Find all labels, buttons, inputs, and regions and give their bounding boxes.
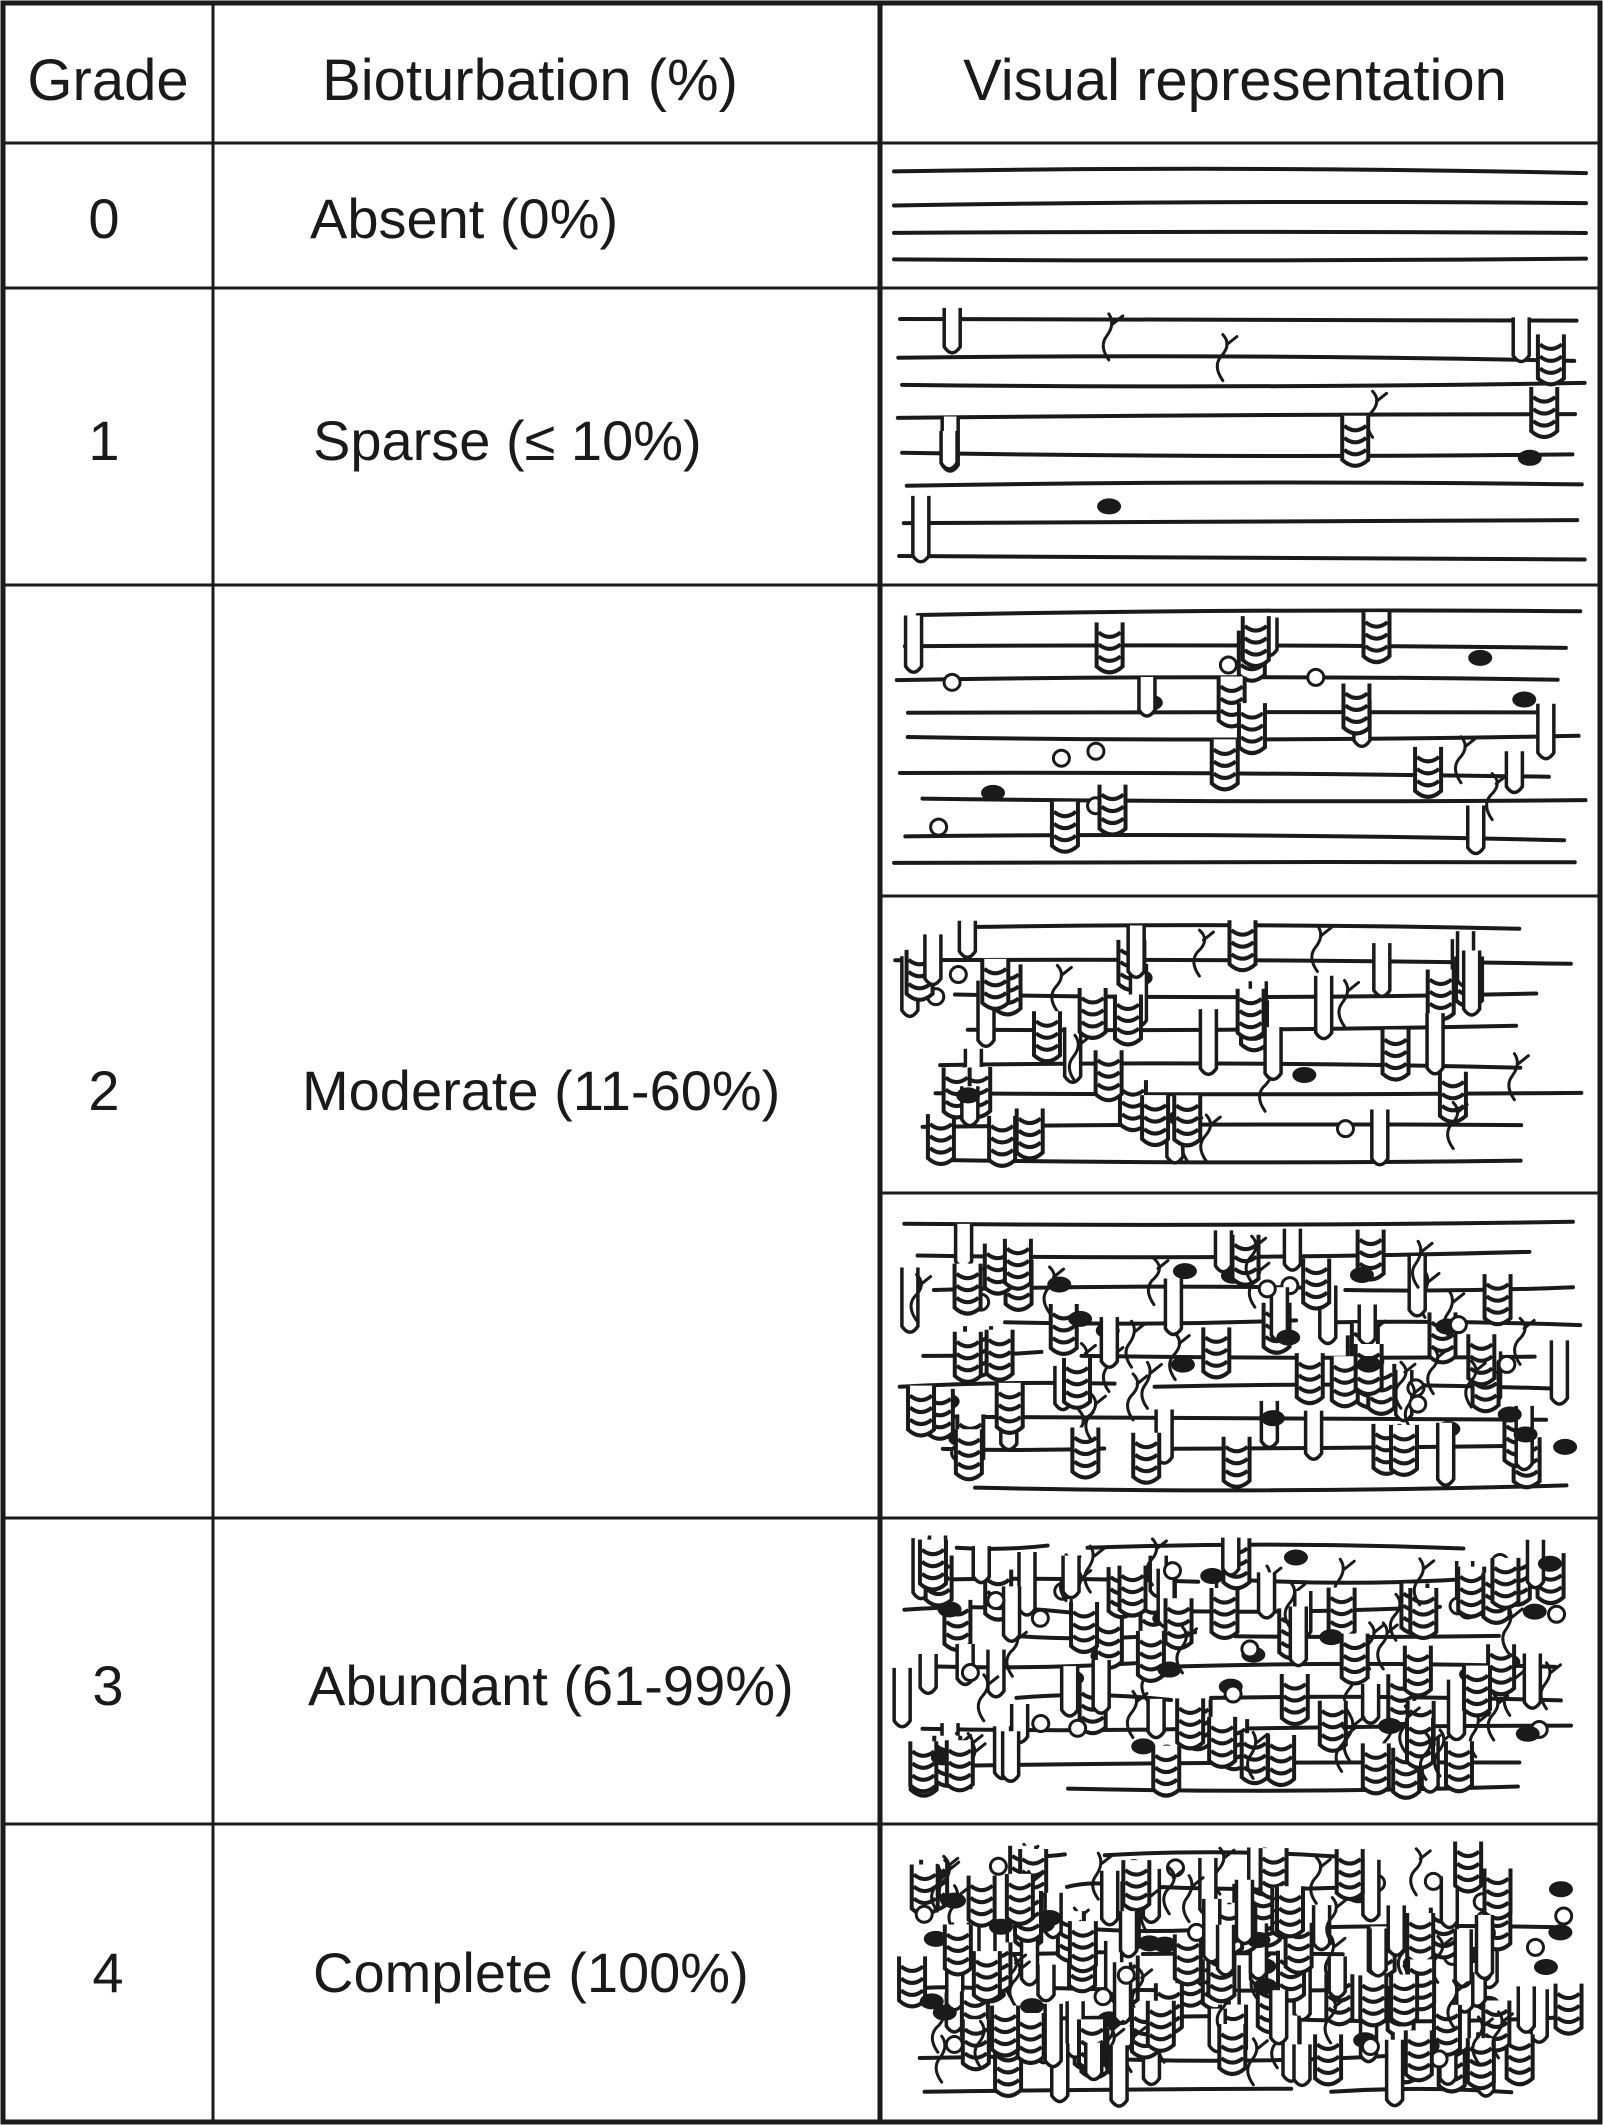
u-burrow-icon bbox=[1004, 1586, 1020, 1641]
u-burrow-icon bbox=[956, 1224, 972, 1268]
meniscus-burrow-icon bbox=[1455, 1842, 1481, 1892]
meniscus-burrow-icon bbox=[1051, 1304, 1077, 1354]
meniscus-burrow-icon bbox=[1342, 1634, 1368, 1684]
meniscus-burrow-icon bbox=[982, 959, 1008, 1009]
u-burrow-icon bbox=[1468, 806, 1484, 854]
meniscus-burrow-icon bbox=[955, 1264, 981, 1314]
u-burrow-icon bbox=[959, 921, 975, 958]
meniscus-burrow-icon bbox=[1315, 2034, 1341, 2084]
u-burrow-icon bbox=[1363, 1860, 1379, 1921]
open-pellet-icon bbox=[1337, 1121, 1353, 1137]
meniscus-burrow-icon bbox=[1428, 970, 1454, 1020]
pellet-icon bbox=[1261, 1410, 1285, 1426]
pellet-icon bbox=[1516, 1726, 1540, 1742]
pellet-icon bbox=[1292, 1067, 1316, 1083]
meniscus-burrow-icon bbox=[1007, 1874, 1033, 1924]
meniscus-burrow-icon bbox=[1018, 2013, 1044, 2063]
meniscus-burrow-icon bbox=[1211, 1588, 1237, 1638]
u-burrow-icon bbox=[1128, 925, 1144, 977]
meniscus-burrow-icon bbox=[1268, 1735, 1294, 1785]
open-pellet-icon bbox=[931, 819, 947, 835]
meniscus-burrow-icon bbox=[1407, 1913, 1433, 1963]
u-burrow-icon bbox=[1259, 1572, 1275, 1618]
meniscus-burrow-icon bbox=[1538, 334, 1564, 384]
meniscus-burrow-icon bbox=[1096, 1050, 1122, 1100]
bioturbation-cell-3: Abundant (61-99%) bbox=[308, 1654, 794, 1717]
bioturbation-cell-1: Sparse (≤ 10%) bbox=[313, 409, 702, 472]
meniscus-burrow-icon bbox=[1458, 1567, 1484, 1617]
open-pellet-icon bbox=[1220, 657, 1236, 673]
open-pellet-icon bbox=[1164, 1563, 1180, 1579]
u-burrow-icon bbox=[1063, 1556, 1079, 1598]
meniscus-burrow-icon bbox=[1383, 1030, 1409, 1080]
u-burrow-icon bbox=[1306, 1411, 1322, 1460]
meniscus-burrow-icon bbox=[1282, 1674, 1308, 1724]
header-grade: Grade bbox=[27, 48, 189, 113]
u-burrow-icon bbox=[941, 431, 957, 469]
u-burrow-icon bbox=[1102, 1871, 1118, 1925]
u-burrow-icon bbox=[1086, 2043, 1102, 2080]
open-pellet-icon bbox=[990, 1858, 1006, 1874]
u-burrow-icon bbox=[920, 1654, 936, 1693]
open-pellet-icon bbox=[1425, 1873, 1441, 1889]
meniscus-burrow-icon bbox=[1468, 1334, 1494, 1384]
u-burrow-icon bbox=[1506, 751, 1522, 792]
meniscus-burrow-icon bbox=[1219, 2024, 1245, 2074]
open-pellet-icon bbox=[1053, 750, 1069, 766]
u-burrow-icon bbox=[1271, 1990, 1287, 2043]
meniscus-burrow-icon bbox=[1485, 1274, 1511, 1324]
meniscus-burrow-icon bbox=[1070, 1921, 1096, 1971]
lamination-line bbox=[894, 259, 1586, 261]
u-burrow-icon bbox=[1223, 1538, 1239, 1575]
u-burrow-icon bbox=[973, 1546, 989, 1583]
meniscus-burrow-icon bbox=[920, 1540, 946, 1590]
meniscus-burrow-icon bbox=[1142, 1095, 1168, 1145]
u-burrow-icon bbox=[1538, 704, 1554, 759]
meniscus-burrow-icon bbox=[1337, 1849, 1363, 1899]
u-burrow-icon bbox=[1455, 1929, 1471, 1986]
u-burrow-icon bbox=[1387, 2040, 1403, 2106]
u-burrow-icon bbox=[913, 496, 929, 562]
meniscus-burrow-icon bbox=[1052, 802, 1078, 852]
pellet-icon bbox=[1512, 692, 1536, 708]
pellet-icon bbox=[1378, 1718, 1402, 1734]
u-burrow-icon bbox=[1215, 1230, 1231, 1271]
u-burrow-icon bbox=[1101, 1317, 1117, 1367]
open-pellet-icon bbox=[1225, 1686, 1241, 1702]
pellet-icon bbox=[1068, 1311, 1092, 1327]
meniscus-burrow-icon bbox=[955, 1332, 981, 1382]
u-burrow-icon bbox=[1062, 1666, 1078, 1716]
u-burrow-icon bbox=[1464, 951, 1480, 1015]
u-burrow-icon bbox=[1284, 1229, 1300, 1270]
meniscus-burrow-icon bbox=[1492, 1558, 1518, 1608]
pellet-icon bbox=[1284, 1549, 1308, 1565]
meniscus-burrow-icon bbox=[1531, 387, 1557, 437]
meniscus-burrow-icon bbox=[1440, 1072, 1466, 1122]
open-pellet-icon bbox=[1070, 1720, 1086, 1736]
open-pellet-icon bbox=[950, 967, 966, 983]
open-pellet-icon bbox=[1118, 1967, 1134, 1983]
u-burrow-icon bbox=[1165, 1279, 1181, 1335]
meniscus-burrow-icon bbox=[1064, 1358, 1090, 1408]
meniscus-burrow-icon bbox=[1363, 612, 1389, 662]
pellet-icon bbox=[1549, 1881, 1573, 1897]
u-burrow-icon bbox=[1316, 976, 1332, 1039]
open-pellet-icon bbox=[962, 1665, 978, 1681]
meniscus-burrow-icon bbox=[1391, 1975, 1417, 2025]
meniscus-burrow-icon bbox=[1224, 1437, 1250, 1487]
u-burrow-icon bbox=[1265, 1027, 1281, 1079]
meniscus-burrow-icon bbox=[947, 1740, 973, 1790]
pellet-icon bbox=[1548, 1924, 1572, 1940]
pellet-icon bbox=[1173, 1263, 1197, 1279]
meniscus-burrow-icon bbox=[1406, 2030, 1432, 2080]
pellet-icon bbox=[981, 785, 1005, 801]
meniscus-burrow-icon bbox=[1556, 1984, 1582, 2034]
u-burrow-icon bbox=[1513, 317, 1529, 361]
meniscus-burrow-icon bbox=[1342, 416, 1368, 466]
u-burrow-icon bbox=[1388, 1905, 1404, 1955]
u-burrow-icon bbox=[1111, 2045, 1127, 2106]
meniscus-burrow-icon bbox=[910, 1741, 936, 1791]
pellet-icon bbox=[1518, 450, 1542, 466]
meniscus-burrow-icon bbox=[1212, 739, 1238, 789]
u-burrow-icon bbox=[1003, 1731, 1019, 1781]
u-burrow-icon bbox=[1438, 1423, 1454, 1485]
meniscus-burrow-icon bbox=[928, 1114, 954, 1164]
meniscus-burrow-icon bbox=[1360, 1975, 1386, 2025]
meniscus-burrow-icon bbox=[1153, 1746, 1179, 1796]
bioturbation-cell-4: Complete (100%) bbox=[313, 1941, 749, 2004]
pellet-icon bbox=[1538, 1556, 1562, 1572]
grade-cell-4: 4 bbox=[92, 1941, 124, 2004]
meniscus-burrow-icon bbox=[1464, 1666, 1490, 1716]
meniscus-burrow-icon bbox=[1209, 1717, 1235, 1767]
meniscus-burrow-icon bbox=[1303, 1259, 1329, 1309]
lamination-line bbox=[894, 232, 1586, 233]
u-burrow-icon bbox=[1294, 2044, 1310, 2085]
open-pellet-icon bbox=[946, 2036, 962, 2052]
u-burrow-icon bbox=[894, 1668, 910, 1727]
u-burrow-icon bbox=[988, 1650, 1004, 1697]
meniscus-burrow-icon bbox=[1446, 1741, 1472, 1791]
grade-cell-2: 2 bbox=[88, 1059, 120, 1122]
u-burrow-icon bbox=[925, 934, 941, 984]
meniscus-burrow-icon bbox=[1391, 1425, 1417, 1475]
open-pellet-icon bbox=[988, 1592, 1004, 1608]
bioturbation-cell-0: Absent (0%) bbox=[310, 187, 619, 250]
u-burrow-icon bbox=[1370, 1928, 1386, 1975]
pellet-icon bbox=[920, 1993, 944, 2009]
u-burrow-icon bbox=[1476, 1915, 1492, 1978]
pellet-icon bbox=[1171, 1357, 1195, 1373]
meniscus-burrow-icon bbox=[987, 1330, 1013, 1380]
u-burrow-icon bbox=[1359, 1304, 1375, 1344]
meniscus-burrow-icon bbox=[989, 1116, 1015, 1166]
meniscus-burrow-icon bbox=[1071, 1602, 1097, 1652]
pellet-icon bbox=[1468, 650, 1492, 666]
pellet-icon bbox=[1514, 1426, 1538, 1442]
meniscus-burrow-icon bbox=[1175, 1934, 1201, 1984]
open-pellet-icon bbox=[1242, 1641, 1258, 1657]
meniscus-burrow-icon bbox=[1100, 785, 1126, 835]
meniscus-burrow-icon bbox=[1277, 1886, 1303, 1936]
open-pellet-icon bbox=[1410, 1396, 1426, 1412]
u-burrow-icon bbox=[1524, 1653, 1540, 1708]
open-pellet-icon bbox=[1527, 1939, 1543, 1955]
meniscus-burrow-icon bbox=[908, 1386, 934, 1436]
u-burrow-icon bbox=[1290, 1606, 1306, 1665]
meniscus-burrow-icon bbox=[1485, 1869, 1511, 1919]
header-visual-representation: Visual representation bbox=[963, 48, 1507, 113]
lamination-line bbox=[948, 1160, 1520, 1162]
meniscus-burrow-icon bbox=[1243, 616, 1269, 666]
meniscus-burrow-icon bbox=[1119, 1566, 1145, 1616]
pellet-icon bbox=[938, 1601, 962, 1617]
meniscus-burrow-icon bbox=[1488, 1644, 1514, 1694]
u-burrow-icon bbox=[1148, 1699, 1164, 1738]
meniscus-burrow-icon bbox=[969, 1876, 995, 1926]
pellet-icon bbox=[1276, 1330, 1300, 1346]
open-pellet-icon bbox=[1308, 669, 1324, 685]
open-pellet-icon bbox=[1362, 2039, 1378, 2055]
meniscus-burrow-icon bbox=[1363, 1743, 1389, 1793]
u-burrow-icon bbox=[1218, 1925, 1234, 1975]
meniscus-burrow-icon bbox=[956, 1429, 982, 1479]
u-burrow-icon bbox=[902, 1268, 918, 1333]
open-pellet-icon bbox=[1032, 1610, 1048, 1626]
u-burrow-icon bbox=[1019, 1552, 1035, 1615]
open-pellet-icon bbox=[1499, 1356, 1515, 1372]
pellet-icon bbox=[1534, 1959, 1558, 1975]
u-burrow-icon bbox=[1200, 1009, 1216, 1074]
open-pellet-icon bbox=[916, 1906, 932, 1922]
u-burrow-icon bbox=[944, 308, 960, 353]
u-burrow-icon bbox=[1045, 2004, 1061, 2067]
meniscus-burrow-icon bbox=[1297, 1353, 1323, 1403]
open-pellet-icon bbox=[1259, 1281, 1275, 1297]
meniscus-burrow-icon bbox=[997, 1383, 1023, 1433]
meniscus-burrow-icon bbox=[1133, 1433, 1159, 1483]
u-burrow-icon bbox=[1093, 1660, 1109, 1713]
meniscus-burrow-icon bbox=[1123, 1860, 1149, 1910]
pellet-icon bbox=[1200, 1568, 1224, 1584]
open-pellet-icon bbox=[1033, 1716, 1049, 1732]
meniscus-burrow-icon bbox=[1229, 920, 1255, 970]
meniscus-burrow-icon bbox=[1343, 683, 1369, 733]
meniscus-burrow-icon bbox=[1017, 1109, 1043, 1159]
open-pellet-icon bbox=[1450, 1317, 1466, 1333]
meniscus-burrow-icon bbox=[945, 1924, 971, 1974]
meniscus-burrow-icon bbox=[1097, 622, 1123, 672]
grade-cell-3: 3 bbox=[92, 1654, 124, 1717]
grade-cell-0: 0 bbox=[88, 187, 120, 250]
u-burrow-icon bbox=[1551, 1340, 1567, 1404]
u-burrow-icon bbox=[1139, 677, 1155, 716]
lamination-line bbox=[900, 319, 1577, 321]
open-pellet-icon bbox=[1556, 1908, 1572, 1924]
meniscus-burrow-icon bbox=[1034, 1011, 1060, 1061]
meniscus-burrow-icon bbox=[1405, 1646, 1431, 1696]
pellet-icon bbox=[1553, 1439, 1577, 1455]
meniscus-burrow-icon bbox=[1080, 988, 1106, 1038]
lamination-line bbox=[894, 862, 1575, 863]
u-burrow-icon bbox=[906, 615, 922, 672]
meniscus-burrow-icon bbox=[1238, 989, 1264, 1039]
meniscus-burrow-icon bbox=[1166, 1598, 1192, 1648]
u-burrow-icon bbox=[1518, 1986, 1534, 2032]
grade-cell-1: 1 bbox=[88, 409, 120, 472]
meniscus-burrow-icon bbox=[1174, 1095, 1200, 1145]
u-burrow-icon bbox=[1236, 1880, 1252, 1944]
u-burrow-icon bbox=[1065, 1027, 1081, 1082]
u-burrow-icon bbox=[1329, 1956, 1345, 1997]
open-pellet-icon bbox=[1549, 1606, 1565, 1622]
pellet-icon bbox=[1523, 1604, 1547, 1620]
meniscus-burrow-icon bbox=[1005, 1239, 1031, 1289]
pellet-icon bbox=[1153, 1937, 1177, 1953]
meniscus-burrow-icon bbox=[974, 1951, 1000, 2001]
open-pellet-icon bbox=[944, 674, 960, 690]
meniscus-burrow-icon bbox=[1115, 994, 1141, 1044]
header-bioturbation: Bioturbation (%) bbox=[322, 48, 738, 113]
pellet-icon bbox=[1498, 1406, 1522, 1422]
meniscus-burrow-icon bbox=[1415, 747, 1441, 797]
u-burrow-icon bbox=[1372, 1110, 1388, 1165]
meniscus-burrow-icon bbox=[1072, 1428, 1098, 1478]
pellet-icon bbox=[1131, 1738, 1155, 1754]
u-burrow-icon bbox=[1121, 1911, 1137, 1957]
bioturbation-cell-2: Moderate (11-60%) bbox=[302, 1059, 781, 1122]
open-pellet-icon bbox=[1095, 1989, 1111, 2005]
meniscus-burrow-icon bbox=[1239, 703, 1265, 753]
meniscus-burrow-icon bbox=[1203, 1327, 1229, 1377]
pellet-icon bbox=[1097, 498, 1121, 514]
u-burrow-icon bbox=[1038, 1965, 1054, 2001]
pellet-icon bbox=[1020, 1998, 1044, 2014]
pellet-icon bbox=[1350, 1267, 1374, 1283]
pellet-icon bbox=[956, 1087, 980, 1103]
open-pellet-icon bbox=[1088, 743, 1104, 759]
meniscus-burrow-icon bbox=[1148, 2001, 1174, 2051]
meniscus-burrow-icon bbox=[992, 2006, 1018, 2056]
pellet-icon bbox=[1357, 1356, 1381, 1372]
visual-panel-grade-3 bbox=[894, 1536, 1571, 1798]
u-burrow-icon bbox=[1427, 1013, 1443, 1074]
meniscus-burrow-icon bbox=[1177, 1698, 1203, 1748]
u-burrow-icon bbox=[1374, 943, 1390, 996]
